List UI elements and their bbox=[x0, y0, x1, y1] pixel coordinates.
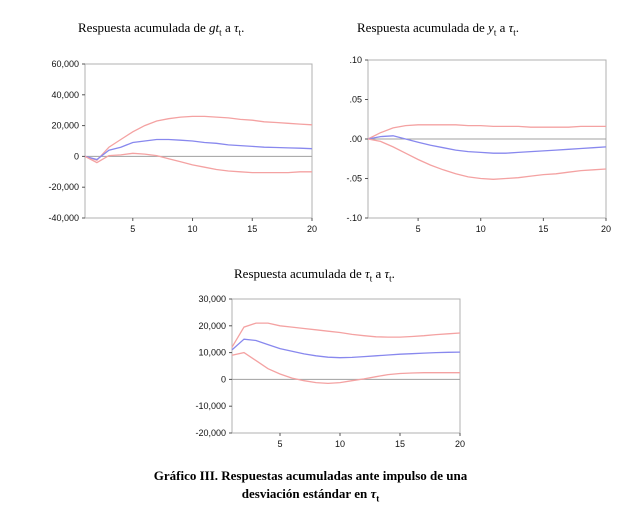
chart3-title-prefix: Respuesta acumulada de bbox=[234, 266, 362, 281]
chart2-title-shock: τ bbox=[508, 20, 514, 35]
chart1-title-prefix: Respuesta acumulada de bbox=[78, 20, 206, 35]
chart2-x-tick-label: 5 bbox=[415, 224, 421, 234]
chart3-y-tick-label: 0 bbox=[220, 374, 226, 385]
caption-line-1: Gráfico III. Respuestas acumuladas ante impulso de una bbox=[153, 468, 468, 483]
chart3-x-tick-label: 15 bbox=[394, 439, 406, 449]
chart2-y-tick-label: -.10 bbox=[346, 213, 362, 223]
chart2-title-shock-sub: t bbox=[513, 27, 516, 38]
chart1-x-tick-label: 20 bbox=[306, 224, 318, 234]
chart3-x-tick-label: 5 bbox=[277, 439, 283, 449]
figure-caption bbox=[0, 467, 621, 508]
chart1-x-tick-label: 10 bbox=[187, 224, 198, 234]
chart3-y-tick-label: 20,000 bbox=[198, 320, 226, 331]
chart2-title-variable-sub: t bbox=[493, 27, 497, 38]
chart2-title-end: . bbox=[515, 20, 520, 35]
chart3-title-a: a bbox=[375, 266, 382, 281]
chart3-y-tick-label: 30,000 bbox=[198, 294, 226, 304]
chart3-series-response-line bbox=[232, 339, 460, 358]
chart1-y-tick-label: 20,000 bbox=[51, 120, 79, 131]
chart2-x-tick-label: 20 bbox=[600, 224, 612, 234]
chart2-y-tick-label: .05 bbox=[349, 94, 362, 105]
caption-symbol: τ bbox=[370, 486, 377, 501]
chart3-x-tick-label: 10 bbox=[334, 439, 346, 449]
chart1-y-tick-label: 60,000 bbox=[51, 59, 79, 69]
chart1-series-upper-line bbox=[85, 116, 312, 160]
chart2-title-prefix: Respuesta acumulada de bbox=[357, 20, 485, 35]
chart1-y-tick-label: -40,000 bbox=[48, 213, 79, 223]
caption-symbol-sub: t bbox=[376, 493, 380, 504]
chart3-y-tick-label: -10,000 bbox=[195, 401, 226, 412]
chart1-y-tick-label: -20,000 bbox=[48, 182, 79, 193]
chart3-title-end: . bbox=[391, 266, 395, 281]
chart2-x-tick-label: 15 bbox=[538, 224, 549, 234]
chart1-x-tick-label: 15 bbox=[247, 224, 258, 234]
chart3-plot-frame bbox=[232, 299, 460, 433]
chart2-series-response-line bbox=[368, 136, 606, 153]
chart1-title-variable: gt bbox=[209, 20, 220, 35]
chart3-title-variable: τ bbox=[365, 266, 370, 281]
chart3-y-tick-label: -20,000 bbox=[195, 428, 226, 438]
chart2-title-variable: y bbox=[488, 20, 494, 35]
chart1-title-end: . bbox=[241, 20, 245, 35]
chart2-series-upper-line bbox=[368, 125, 606, 139]
caption-line-2 bbox=[0, 485, 621, 508]
chart1-y-tick-label: 40,000 bbox=[51, 89, 79, 100]
chart1-title-shock-sub: t bbox=[238, 27, 242, 38]
chart1-title-shock: τ bbox=[233, 20, 239, 35]
chart3-title-shock-sub: t bbox=[389, 273, 392, 284]
chart1-y-tick-label: 0 bbox=[73, 151, 79, 162]
chart1-title-variable-sub: t bbox=[219, 27, 222, 38]
chart3-title-shock: τ bbox=[384, 266, 390, 281]
chart1-title-a: a bbox=[224, 20, 231, 35]
chart3-title-variable-sub: t bbox=[369, 273, 373, 284]
chart2-y-tick-label: -.05 bbox=[346, 173, 362, 184]
chart2-title-a: a bbox=[499, 20, 506, 35]
chart2-series-lower-line bbox=[368, 139, 606, 179]
chart2-x-tick-label: 10 bbox=[475, 224, 486, 234]
chart2-y-tick-label: .10 bbox=[349, 55, 362, 65]
chart1-x-tick-label: 5 bbox=[130, 224, 136, 234]
chart3-y-tick-label: 10,000 bbox=[198, 347, 226, 358]
chart2-y-tick-label: .00 bbox=[349, 134, 362, 144]
chart3-x-tick-label: 20 bbox=[454, 439, 466, 449]
caption-line-2-text: desviación estándar en bbox=[241, 486, 368, 501]
